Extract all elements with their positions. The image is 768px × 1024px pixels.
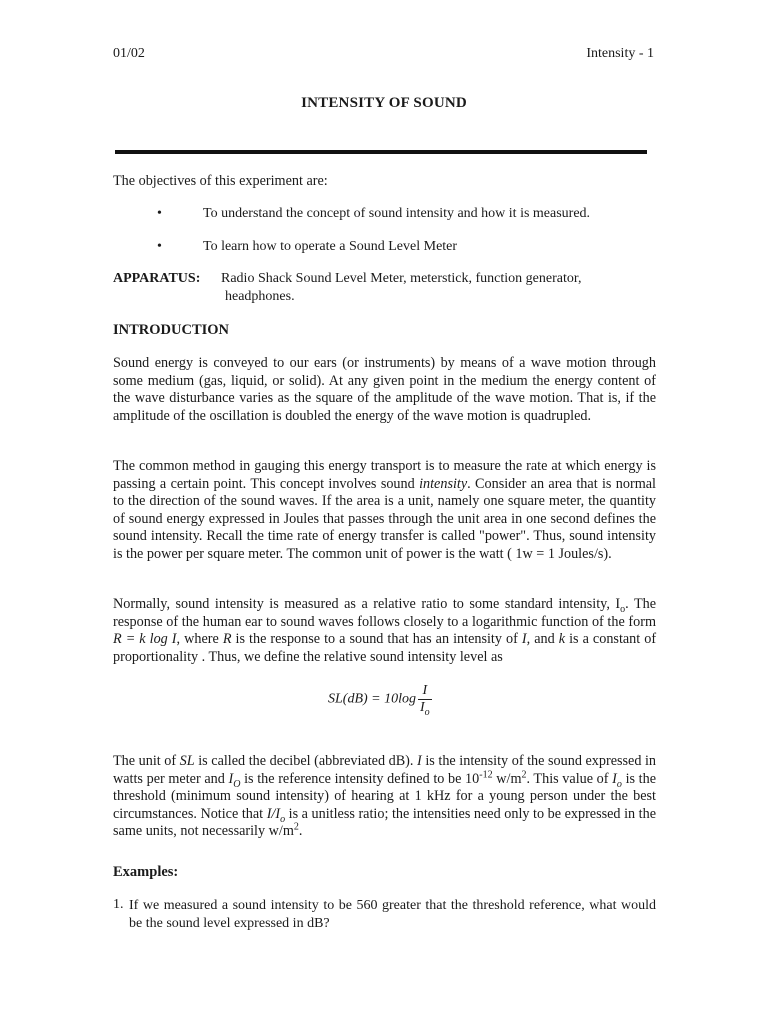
introduction-heading: INTRODUCTION (113, 322, 230, 338)
apparatus-line-2: headphones. (225, 289, 295, 304)
objective-item: To learn how to operate a Sound Level Meter (203, 239, 458, 254)
header-page-label: Intensity - 1 (586, 46, 654, 61)
header-date: 01/02 (113, 46, 145, 61)
example-number: 1. (113, 897, 124, 912)
objective-item: To understand the concept of sound intensity and how it is measured. (203, 206, 591, 221)
apparatus-line-1: Radio Shack Sound Level Meter, meterstick, function generator, (221, 271, 582, 286)
bullet-icon: • (157, 239, 162, 254)
examples-heading: Examples: (113, 864, 179, 880)
title-divider (115, 150, 647, 154)
intro-paragraph-1: Sound energy is conveyed to our ears (or instruments) by means of a wave motion through some medium (gas, liquid, or solid). At any given point in the medium the energy content of the wave disturbance varies as the square of the amplitude of the wave motion. That is, if the amplitude of the oscillation is doubled the energy of the wave motion is quadrupled. (113, 355, 656, 424)
intro-paragraph-3: Normally, sound intensity is measured as a relative ratio to some standard intensity, $I_o$. The response of the human ear to sound waves follows closely to a logarithmic function of the form R = k log I, where R is the response to a sound that has an intensity of I, and k is a constant of proportionality . Thus, we define the relative sound intensity level as (113, 596, 657, 665)
page-title: INTENSITY OF SOUND (301, 95, 467, 111)
bullet-icon: • (157, 206, 162, 221)
apparatus-label: APPARATUS: (113, 271, 201, 286)
objectives-intro: The objectives of this experiment are: (113, 173, 328, 189)
intro-paragraph-2: The common method in gauging this energy transport is to measure the rate at which energy is passing a certain point. This concept involves sound intensity. Consider an area that is normal to the direction of the sound waves. If the area is a unit, namely one square meter, the quantity of sound energy expressed in Joules that passes through the unit area in one second defines the sound intensity. Recall the time rate of energy transfer is called "power". Thus, sound intensity is the power per square meter. The common unit of power is the watt ( 1w = 1 Joules/s). (113, 458, 656, 562)
sound-level-formula: SL(dB) = 10log $\frac{I}{I_o}$ (328, 683, 430, 718)
decibel-paragraph: The unit of SL is called the decibel (abbreviated dB). I is the intensity of the sound expressed in watts per meter and $I_O$ is the reference intensity defined to be $10^{-12}$ $w/m^2$. This value of $I_o$ is the threshold (minimum sound intensity) of hearing at 1 kHz for a young person under the best circumstances. Notice that $I/I_o$ is a unitless ratio; the intensities need only to be expressed in the same units, not necessarily $w/m^2$. (113, 753, 657, 839)
example-question: If we measured a sound intensity to be 560 greater that the threshold reference, what would be the sound level expressed in dB? (129, 898, 656, 931)
